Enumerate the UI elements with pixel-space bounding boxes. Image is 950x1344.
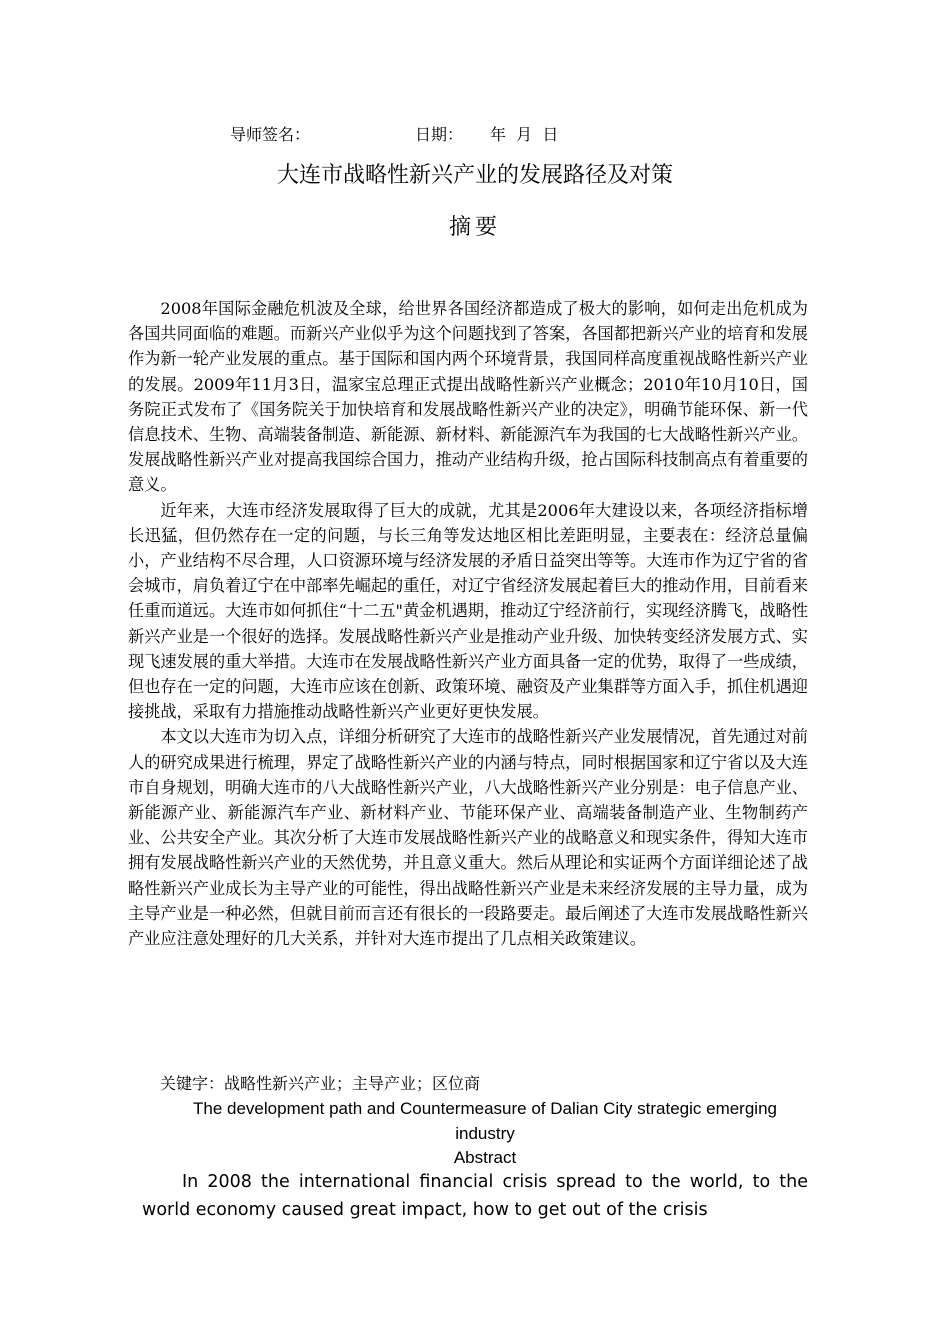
abstract-heading-english: Abstract	[453, 1148, 517, 1167]
signature-line	[230, 122, 558, 145]
date-value: 年 月 日	[490, 125, 559, 144]
keywords-line	[160, 1071, 480, 1096]
thesis-title-chinese: 大连市战略性新兴产业的发展路径及对策	[276, 163, 673, 188]
keywords-value: 战略性新兴产业；主导产业；区位商	[224, 1074, 481, 1093]
abstract-paragraph-english: In 2008 the international financial crisis spread to the world, to the world economy caused great impact, how to get out of the crisis	[142, 1172, 808, 1220]
abstract-paragraph: 本文以大连市为切入点，详细分析研究了大连市的战略性新兴产业发展情况，首先通过对前人的研究成果进行梳理，界定了战略性新兴产业的内涵与特点，同时根据国家和辽宁省以及大连市自身规划，明确大连市的八大战略性新兴产业，八大战略性新兴产业分别是：电子信息产业、新能源产业、新能源汽车产业、新材料产业、节能环保产业、高端装备制造产业、生物制药产业、公共安全产业。其次分析了大连市发展战略性新兴产业的战略意义和现实条件，得知大连市拥有发展战略性新兴产业的天然优势，并且意义重大。然后从理论和实证两个方面详细论述了战略性新兴产业成长为主导产业的可能性，得出战略性新兴产业是未来经济发展的主导力量，成为主导产业是一种必然，但就目前而言还有很长的一段路要走。最后阐述了大连市发展战略性新兴产业应注意处理好的几大关系，并针对大连市提出了几点相关政策建议。	[128, 727, 808, 949]
abstract-paragraph: 近年来，大连市经济发展取得了巨大的成就，尤其是2006年大建设以来，各项经济指标增长迅猛，但仍然存在一定的问题，与长三角等发达地区相比差距明显，主要表在：经济总量偏小，产业结构不尽合理，人口资源环境与经济发展的矛盾日益突出等等。大连市作为辽宁省的省会城市，肩负着辽宁在中部率先崛起的重任，对辽宁省经济发展起着巨大的推动作用，目前看来任重而道远。大连市如何抓住“十二五"黄金机遇期，推动辽宁经济前行，实现经济腾飞，战略性新兴产业是一个很好的选择。发展战略性新兴产业是推动产业升级、加快转变经济发展方式、实现飞速发展的重大举措。大连市在发展战略性新兴产业方面具备一定的优势，取得了一些成绩，但也存在一定的问题，大连市应该在创新、政策环境、融资及产业集群等方面入手，抓住机遇迎接挑战，采取有力措施推动战略性新兴产业更好更快发展。	[128, 500, 808, 722]
abstract-body-chinese	[128, 296, 808, 951]
advisor-signature-label: 导师签名：	[230, 125, 311, 144]
date-label: 日期：	[415, 125, 464, 144]
abstract-body-english	[142, 1168, 808, 1224]
keywords-label: 关键字：	[160, 1074, 225, 1093]
abstract-heading-chinese: 摘要	[448, 215, 501, 240]
abstract-paragraph: 2008年国际金融危机波及全球，给世界各国经济都造成了极大的影响，如何走出危机成为各国共同面临的难题。而新兴产业似乎为这个问题找到了答案，各国都把新兴产业的培育和发展作为新一轮产业发展的重点。基于国际和国内两个环境背景，我国同样高度重视战略性新兴产业的发展。2009年11月3日，温家宝总理正式提出战略性新兴产业概念；2010年10月10日，国务院正式发布了《国务院关于加快培育和发展战略性新兴产业的决定》，明确节能环保、新一代信息技术、生物、高端装备制造、新能源、新材料、新能源汽车为我国的七大战略性新兴产业。发展战略性新兴产业对提高我国综合国力，推动产业结构升级，抢占国际科技制高点有着重要的意义。	[128, 299, 808, 495]
thesis-title-english: The development path and Countermeasure of Dalian City strategic emerging industry	[193, 1099, 777, 1143]
